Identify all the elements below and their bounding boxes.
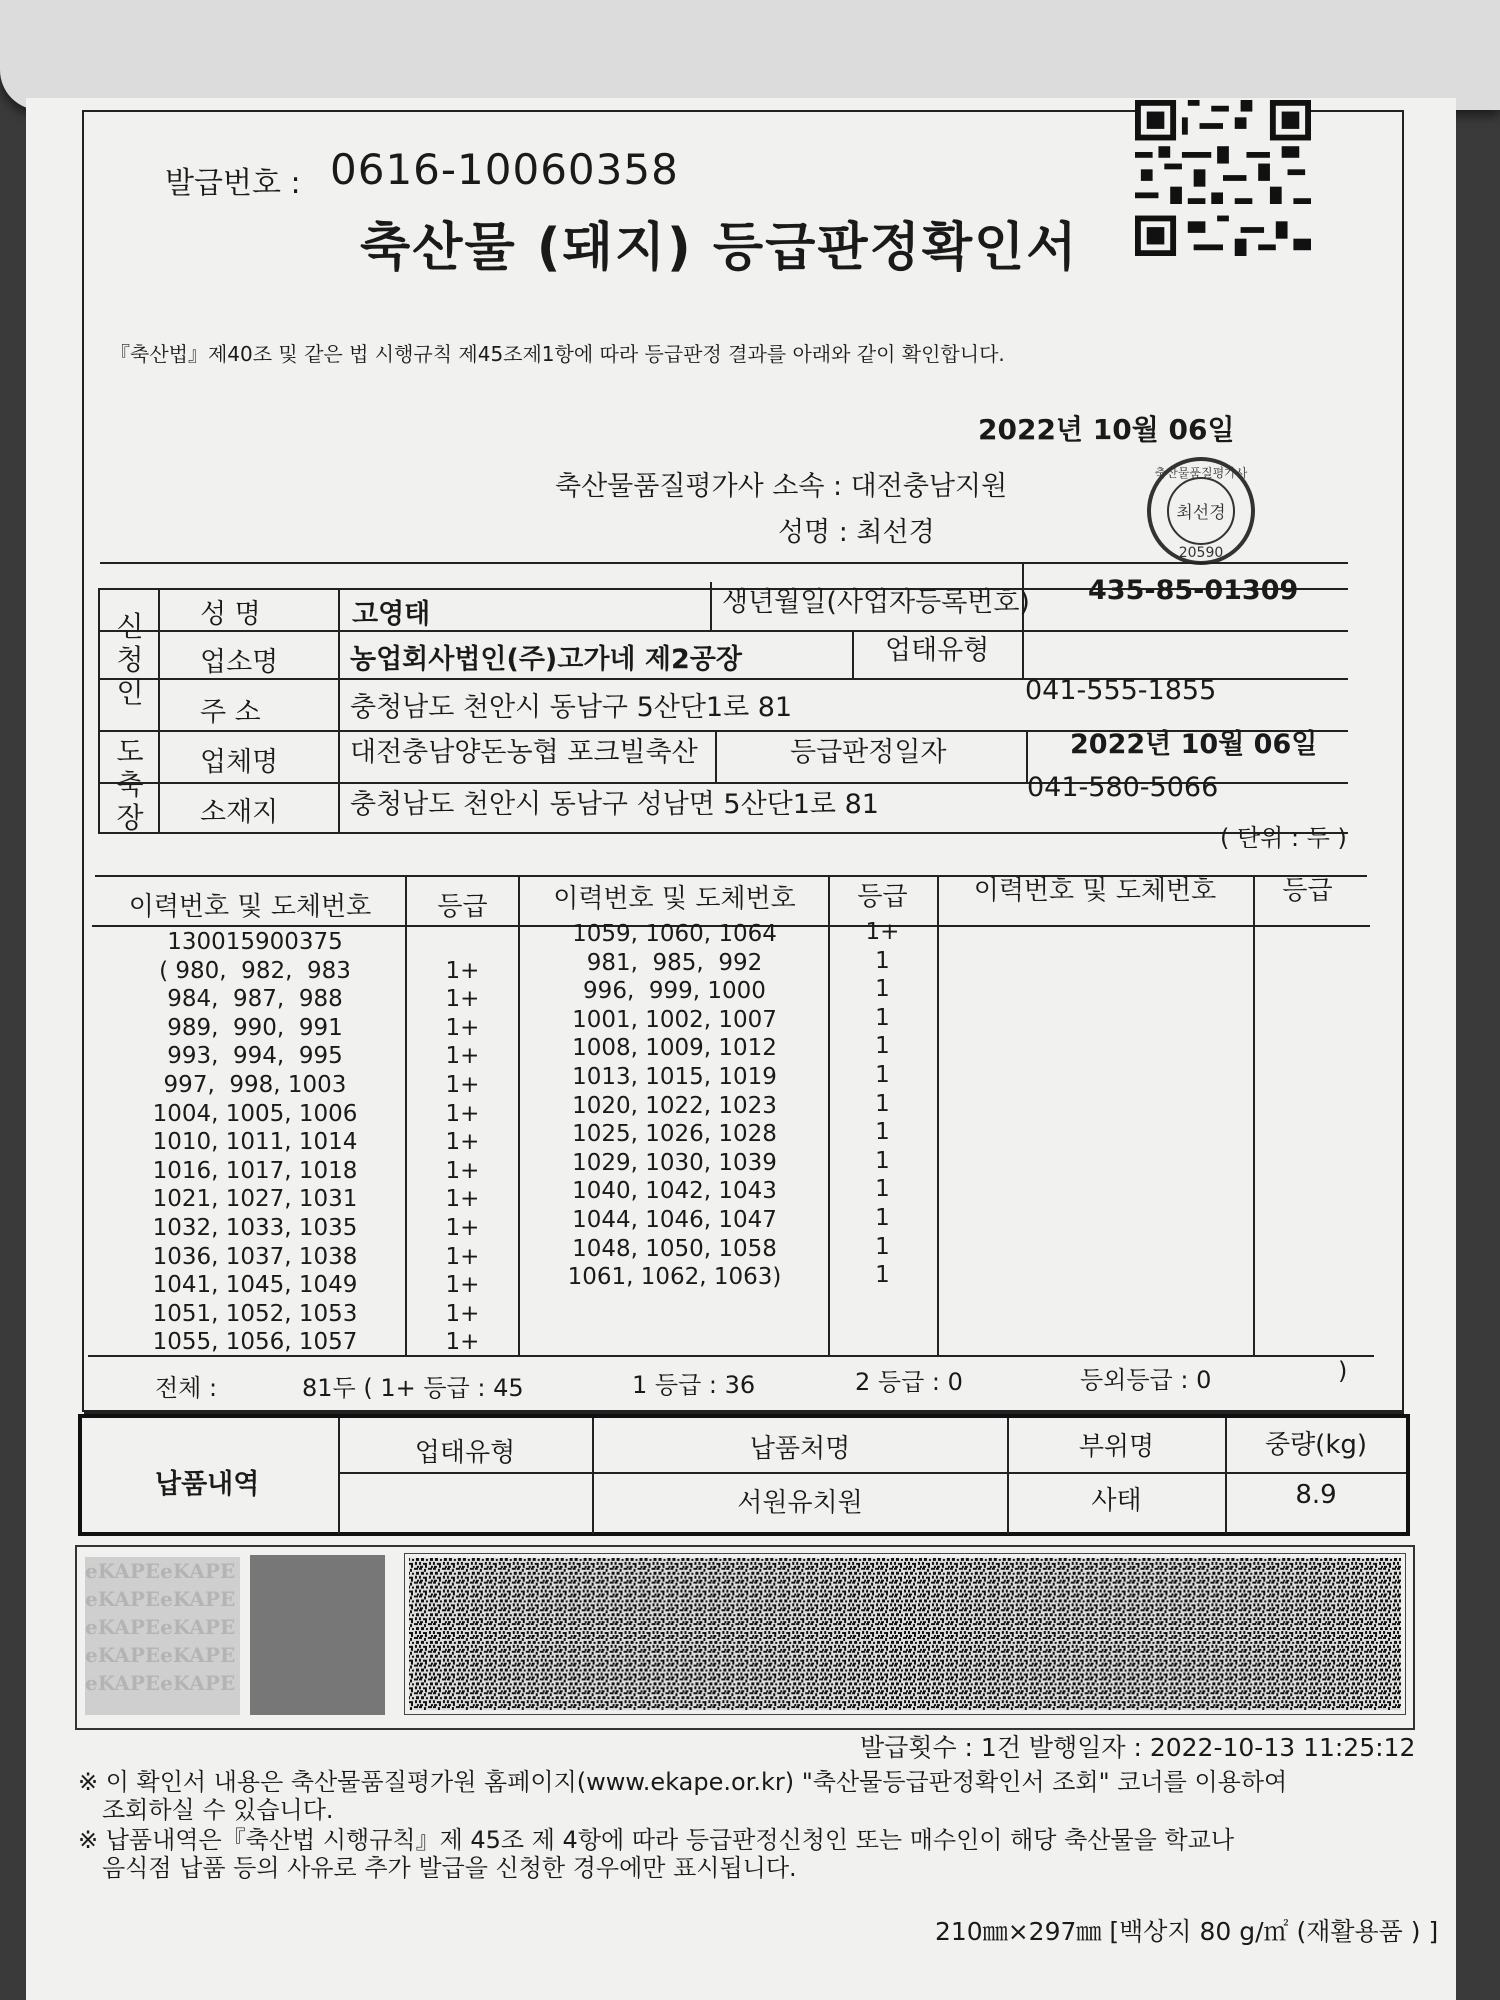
delivery-place-header: 납품처명 (749, 1434, 851, 1464)
legal-statement: 『축산법』제40조 및 같은 법 시행규칙 제45조제1항에 따라 등급판정 결과를 아래와 같이 확인합니다. (110, 342, 1005, 366)
row-divider-6 (100, 832, 1348, 834)
inspector-name: 성명 : 최선경 (778, 517, 935, 548)
issue-number: 0616-10060358 (330, 145, 679, 194)
note-2-line-1: ※ 납품내역은『축산법 시행규칙』제 45조 제 4항에 따라 등급판정신청인 또는 매수인이 해당 축산물을 학교나 (78, 1826, 1235, 1854)
row-divider-2 (100, 630, 1348, 632)
issue-info: 발급횟수 : 1건 발행일자 : 2022-10-13 11:25:12 (860, 1733, 1416, 1762)
note-1-line-2: 조회하실 수 있습니다. (102, 1796, 334, 1824)
watermark-text: eKAPEeKAPE (85, 1671, 236, 1695)
address-value: 충청남도 천안시 동남구 5산단1로 81 (350, 692, 793, 723)
background-sheet (0, 0, 1500, 110)
id-column-1: 130015900375 ( 980, 982, 983 984, 987, 988 989, 990, 991 993, 994, 995 997, 998, 1003 1004, 1005, 1006 1010, 1011, 1014 1016, 1017, 1018 1021, 1027, 1031 1032, 1033, 1035 1036, 1037, 1038 1041, 1045, 1049 1051, 1052, 1053 1055, 1056, 1057 (152, 929, 358, 1356)
left-border (98, 588, 100, 834)
seal-number: 20590 (1178, 545, 1224, 561)
total-value: 81두 ( 1+ 등급 : 45 (302, 1374, 524, 1402)
watermark-pattern (85, 1557, 240, 1715)
business-type-label: 업태유형 (885, 635, 990, 666)
grade-column-1: 1+ 1+ 1+ 1+ 1+ 1+ 1+ 1+ 1+ 1+ 1+ 1+ 1+ 1+ (445, 957, 480, 1356)
delivery-weight-value: 8.9 (1295, 1480, 1337, 1510)
document-title: 축산물 (돼지) 등급판정확인서 (360, 218, 1079, 278)
qr-code[interactable] (1135, 100, 1311, 256)
note-2-line-2: 음식점 납품 등의 사유로 추가 발급을 신청한 경우에만 표시됩니다. (102, 1854, 797, 1882)
watermark-text: eKAPEeKAPE (85, 1615, 236, 1639)
total-label: 전체 : (155, 1374, 218, 1402)
2d-barcode[interactable] (404, 1553, 1406, 1715)
delivery-weight-header: 중량(kg) (1264, 1430, 1368, 1460)
inspector-organization: 축산물품질평가사 소속 : 대전충남지원 (555, 471, 1008, 502)
note-1-line-1: ※ 이 확인서 내용은 축산물품질평가원 홈페이지(www.ekape.or.kr) "축산물등급판정확인서 조회" 코너를 이용하여 (78, 1768, 1288, 1796)
grade2-count: 2 등급 : 0 (855, 1368, 963, 1396)
label-divider (338, 588, 340, 832)
applicant-phone: 041-555-1855 (1025, 675, 1217, 706)
business-label: 업소명 (200, 647, 279, 678)
type-divider (852, 630, 854, 678)
delivery-part-value: 사태 (1091, 1486, 1142, 1516)
totals-close: ) (1338, 1357, 1348, 1385)
section-divider (158, 588, 160, 832)
business-name: 농업회사법인(주)고가네 제2공장 (350, 644, 742, 675)
grade-header-1: 등급 (437, 892, 488, 922)
company-value: 대전충남양돈농협 포크빌축산 (350, 737, 698, 768)
birth-divider (710, 582, 712, 630)
official-seal-icon (1145, 455, 1257, 567)
address-label: 주 소 (200, 697, 261, 728)
grade-header-3: 등급 (1282, 876, 1333, 906)
grade-header-2: 등급 (857, 882, 908, 912)
company-label: 업체명 (200, 747, 279, 778)
birth-label: 생년월일(사업자등록번호) (722, 587, 1030, 618)
seal-name: 최선경 (1176, 503, 1226, 523)
seal-org: 축산물품질평가사 (1154, 466, 1248, 480)
delivery-type-header: 업태유형 (414, 1438, 516, 1468)
date-divider (715, 730, 717, 782)
table-border-top (100, 562, 1348, 564)
id-column-2: 1059, 1060, 1064 981, 985, 992 996, 999, 1000 1001, 1002, 1007 1008, 1009, 1012 1013, 1015, 1019 1020, 1022, 1023 1025, 1026, 1028 1029, 1030, 1039 1040, 1042, 1043 1044, 1046, 1047 1048, 1050, 1058 1061, 1062, 1063) (567, 921, 782, 1291)
applicant-section-label: 신청인 (116, 610, 144, 709)
slaughterhouse-section-label: 도축장 (116, 735, 144, 834)
grades-col-divider-4 (937, 875, 939, 1355)
name-label: 성 명 (200, 599, 261, 630)
issue-number-label: 발급번호 : (165, 166, 301, 201)
grades-col-divider-5 (1253, 875, 1255, 1355)
grades-col-divider-1 (405, 875, 407, 1355)
other-grade-count: 등외등급 : 0 (1080, 1366, 1212, 1394)
location-label: 소재지 (200, 797, 279, 828)
id-header-1: 이력번호 및 도체번호 (128, 892, 372, 922)
location-value: 충청남도 천안시 동남구 성남면 5산단1로 81 (350, 789, 879, 820)
watermark-text: eKAPEeKAPE (85, 1559, 236, 1583)
paper-spec: 210㎜×297㎜ [백상지 80 g/㎡ (재활용품 ) ] (935, 1917, 1439, 1946)
birth-value: 435-85-01309 (1088, 575, 1299, 606)
id-header-3: 이력번호 및 도체번호 (973, 876, 1217, 906)
watermark-text: eKAPEeKAPE (85, 1587, 236, 1611)
grade1-count: 1 등급 : 36 (632, 1371, 756, 1399)
grading-date-label: 등급판정일자 (790, 737, 947, 768)
applicant-name: 고영태 (352, 599, 431, 630)
type-value-divider (1022, 630, 1024, 678)
grading-date-value: 2022년 10월 06일 (1070, 729, 1318, 760)
id-header-2: 이력번호 및 도체번호 (553, 884, 796, 914)
grades-col-divider-2 (518, 875, 520, 1355)
delivery-section-label: 납품내역 (155, 1469, 260, 1500)
unit-note: ( 단위 : 두 ) (1220, 824, 1347, 852)
delivery-part-header: 부위명 (1078, 1432, 1155, 1462)
delivery-place-value: 서원유치원 (737, 1488, 863, 1518)
slaughterhouse-phone: 041-580-5066 (1027, 772, 1219, 803)
grade-column-2: 1+ 1 1 1 1 1 1 1 1 1 1 1 1 (865, 919, 900, 1289)
delivery-row-divider (340, 1472, 1406, 1474)
issue-date: 2022년 10월 06일 (978, 413, 1235, 446)
watermark-text: eKAPEeKAPE (85, 1643, 236, 1667)
security-hologram (250, 1555, 385, 1715)
